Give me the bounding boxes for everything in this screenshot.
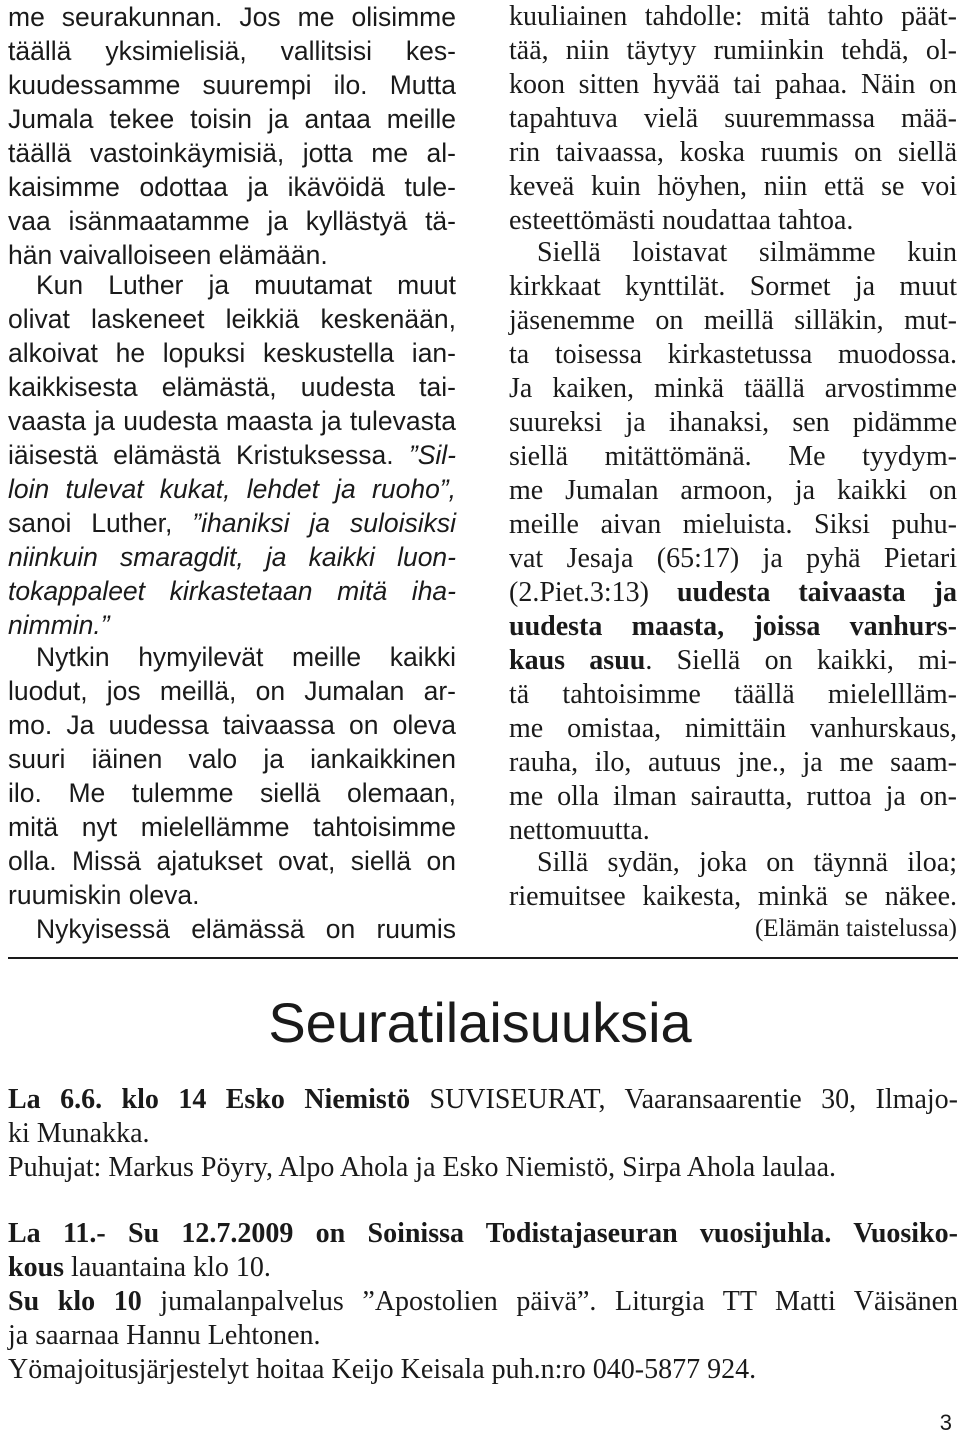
event-text: SUVISEURAT, Vaaransaarentie 30, Ilmajo- bbox=[410, 1084, 958, 1115]
text-line: Ja kaiken, minkä täällä arvostimme bbox=[509, 373, 957, 404]
event-text: jumalanpalvelus ”Apostolien päivä”. Liturgia TT Matti Väisänen bbox=[141, 1286, 958, 1317]
text-line: Jumala tekee toisin ja antaa meille bbox=[8, 104, 456, 134]
text-line: meille aivan mieluista. Siksi puhu- bbox=[509, 509, 957, 540]
text-line: luodut, jos meillä, on Jumalan ar- bbox=[8, 676, 456, 706]
text-line: ilo. Me tulemme siellä olemaan, bbox=[8, 778, 456, 808]
section-title: Seuratilaisuuksia bbox=[268, 991, 692, 1054]
event-date-bold: La 6.6. klo 14 Esko Niemistö bbox=[8, 1084, 411, 1115]
text-line: vat Jesaja (65:17) ja pyhä Pietari bbox=[509, 543, 957, 574]
text-line bbox=[8, 438, 456, 472]
text-run: . Siellä on kaikki, mi- bbox=[645, 645, 957, 676]
text-line: täällä yksimielisiä, vallitsisi kes- bbox=[8, 36, 456, 66]
text-run: (2.Piet.3:13) bbox=[509, 577, 677, 608]
event-line bbox=[8, 1285, 958, 1319]
event-bold-run: Su klo 10 bbox=[8, 1286, 142, 1317]
page-number: 3 bbox=[939, 1410, 952, 1435]
text-line: koon sitten hyvää tai pahaa. Näin on bbox=[509, 69, 957, 100]
text-line: Sillä sydän, joka on täynnä iloa; bbox=[537, 847, 957, 878]
text-line: olla. Missä ajatukset ovat, siellä on bbox=[8, 846, 456, 876]
text-line: tää, niin täytyy rumiinkin tehdä, ol- bbox=[509, 35, 957, 66]
quote-run: ”Sil- bbox=[408, 440, 456, 470]
text-line bbox=[509, 576, 957, 610]
event-line bbox=[8, 1083, 958, 1117]
event-text: lauantaina klo 10. bbox=[64, 1252, 271, 1283]
text-line: tä tahtoisimme täällä mielellläm- bbox=[509, 679, 957, 710]
quote-line: tokappaleet kirkastetaan mitä iha- bbox=[8, 576, 456, 606]
text-line: hän vaivalloiseen elämään. bbox=[8, 240, 328, 270]
text-line: kuudessamme suurempi ilo. Mutta bbox=[8, 70, 456, 100]
text-line: me omistaa, nimittäin vanhurskaus, bbox=[509, 713, 957, 744]
text-line: vaasta ja uudesta maasta ja tulevasta bbox=[8, 406, 456, 436]
text-line: Kun Luther ja muutamat muut bbox=[36, 270, 456, 300]
text-line: suureksi ja ihanaksi, sen pidämme bbox=[509, 407, 957, 438]
text-line: kaikkisesta elämästä, uudesta tai- bbox=[8, 372, 456, 402]
event-bold-run: kous bbox=[8, 1252, 65, 1283]
text-line: ta toisessa kirkastetussa muodossa. bbox=[509, 339, 957, 370]
event-line: ja saarnaa Hannu Lehtonen. bbox=[8, 1320, 321, 1351]
bold-line: uudesta maasta, joissa vanhurs- bbox=[509, 611, 957, 642]
text-line: kuuliainen tahdolle: mitä tahto päät- bbox=[509, 1, 957, 32]
text-line: täällä vastoinkäymisiä, jotta me al- bbox=[8, 138, 456, 168]
text-line: Nykyisessä elämässä on ruumis bbox=[36, 914, 456, 944]
text-line: mo. Ja uudessa taivaassa on oleva bbox=[8, 710, 456, 740]
bold-run: kaus asuu bbox=[509, 645, 646, 676]
quote-line: loin tulevat kukat, lehdet ja ruoho”, bbox=[8, 474, 456, 504]
event-line bbox=[8, 1251, 958, 1285]
quote-run: ”ihaniksi ja suloisiksi bbox=[192, 508, 456, 538]
text-line: mitä nyt mielellämme tahtoisimme bbox=[8, 812, 456, 842]
text-line: rin taivaassa, koska ruumis on siellä bbox=[509, 137, 957, 168]
event-line: ki Munakka. bbox=[8, 1118, 150, 1149]
text-line: jäsenemme on meillä silläkin, mut- bbox=[509, 305, 957, 336]
text-line bbox=[8, 506, 456, 540]
text-line: keveä kuin höyhen, niin että se voi bbox=[509, 171, 957, 202]
quote-line: nimmin.” bbox=[8, 610, 110, 640]
text-line: riemuitsee kaikesta, minkä se näkee. bbox=[509, 881, 957, 912]
text-line: Siellä loistavat silmämme kuin bbox=[537, 237, 957, 268]
event-line: Yömajoitusjärjestelyt hoitaa Keijo Keisala puh.n:ro 040-5877 924. bbox=[8, 1354, 757, 1385]
text-line bbox=[509, 644, 957, 678]
text-line: nettomuutta. bbox=[509, 815, 650, 846]
event-line: Puhujat: Markus Pöyry, Alpo Ahola ja Esko Niemistö, Sirpa Ahola laulaa. bbox=[8, 1152, 836, 1183]
text-line: vaa isänmaatamme ja kyllästyä tä- bbox=[8, 206, 456, 236]
text-line: me seurakunnan. Jos me olisimme bbox=[8, 2, 456, 32]
text-run: iäisestä elämästä Kristuksessa. bbox=[8, 440, 409, 470]
text-line: tapahtuva vielä suuremmassa mää- bbox=[509, 103, 957, 134]
text-line: kaisimme odottaa ja ikävöidä tule- bbox=[8, 172, 456, 202]
text-line: siellä mitättömänä. Me tyydym- bbox=[509, 441, 957, 472]
text-line: olivat laskeneet leikkiä keskenään, bbox=[8, 304, 456, 334]
section-divider bbox=[8, 957, 958, 959]
quote-line: niinkuin smaragdit, ja kaikki luon- bbox=[8, 542, 456, 572]
text-line: me Jumalan armoon, ja kaikki on bbox=[509, 475, 957, 506]
source-attribution: (Elämän taistelussa) bbox=[754, 915, 957, 942]
text-line: suuri iäinen valo ja iankaikkinen bbox=[8, 744, 456, 774]
text-line: esteettömästi noudattaa tahtoa. bbox=[509, 205, 854, 236]
text-run: sanoi Luther, bbox=[8, 508, 193, 538]
text-line: kirkkaat kynttilät. Sormet ja muut bbox=[509, 271, 957, 302]
event-line-bold: La 11.- Su 12.7.2009 on Soinissa Todistajaseuran vuosijuhla. Vuosiko- bbox=[8, 1218, 958, 1249]
text-line: Nytkin hymyilevät meille kaikki bbox=[36, 642, 456, 672]
text-line: ruumiskin oleva. bbox=[8, 880, 200, 910]
text-line: alkoivat he lopuksi keskustella ian- bbox=[8, 338, 456, 368]
bold-run: uudesta taivaasta ja bbox=[676, 577, 957, 608]
text-line: rauha, ilo, autuus jne., ja me saam- bbox=[509, 747, 957, 778]
text-line: me olla ilman sairautta, ruttoa ja on- bbox=[509, 781, 957, 812]
